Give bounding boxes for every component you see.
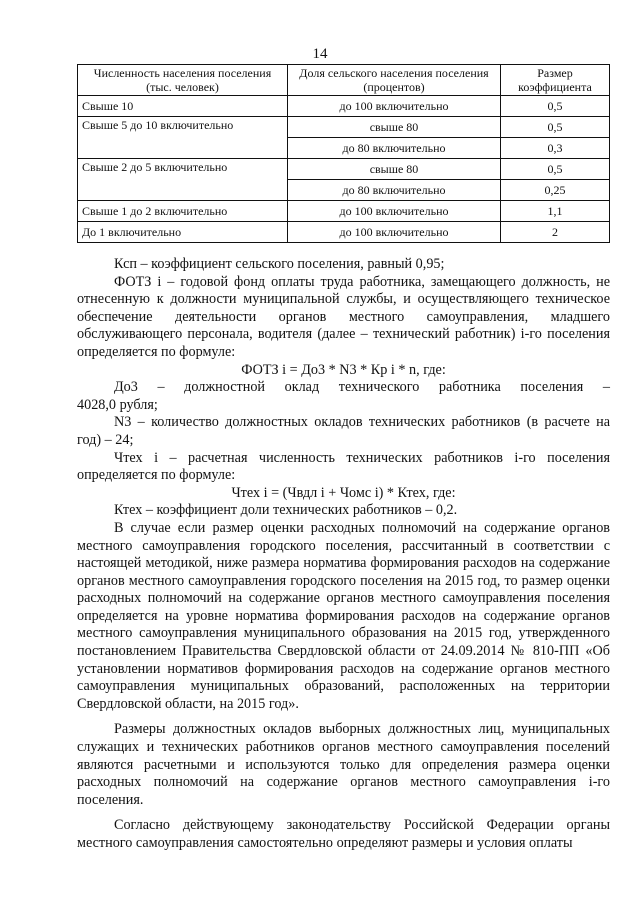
cell-rural-share: до 80 включительно — [288, 138, 501, 159]
page-number: 14 — [312, 46, 328, 62]
formula-chteh: Чтех i = (Чвдл i + Чомс i) * Ктех, где: — [231, 484, 456, 501]
cell-coefficient: 0,3 — [501, 138, 610, 159]
cell-rural-share: до 100 включительно — [288, 96, 501, 117]
paragraph-fotz-definition: ФОТЗ i – годовой фонд оплаты труда работника, замещающего должность, не отнесенную к должности муниципальной службы, и осуществляющего техническое обеспечение деятельности органов местного самоуправления, младшего обслуживающего персонала, водителя (далее – технический работник) i-го поселения определяется по формуле: — [77, 273, 610, 360]
header-rural-share: Доля сельского населения поселения (процентов) — [288, 65, 501, 96]
cell-coefficient: 1,1 — [501, 201, 610, 222]
paragraph-n3: N3 – количество должностных окладов технических работников (в расчете на год) – 24; — [77, 414, 610, 448]
table-row — [78, 117, 610, 138]
cell-coefficient: 0,5 — [501, 117, 610, 138]
cell-population: Свыше 2 до 5 включительно — [78, 159, 288, 201]
cell-rural-share: свыше 80 — [288, 159, 501, 180]
paragraph-ksp: Ксп – коэффициент сельского поселения, равный 0,95; — [114, 256, 445, 272]
header-coefficient: Размер коэффициента — [501, 65, 610, 96]
table-row — [78, 96, 610, 117]
paragraph-do3: Дo3 – должностной оклад технического работника поселения – — [114, 379, 610, 396]
cell-population: Свыше 10 — [78, 96, 288, 117]
cell-rural-share: до 100 включительно — [288, 201, 501, 222]
paragraph-salary-sizes: Размеры должностных окладов выборных должностных лиц, муниципальных служащих и технических работников органов местного самоуправления поселений являются расчетными и используются только для определения размера оценки расходных полномочий на содержание органов местного самоуправления i-го поселения. — [77, 721, 610, 808]
cell-rural-share: до 80 включительно — [288, 180, 501, 201]
cell-coefficient: 2 — [501, 222, 610, 243]
cell-coefficient: 0,25 — [501, 180, 610, 201]
paragraph-chteh: Чтех i – расчетная численность технических работников i-го поселения определяется по формуле: — [77, 449, 610, 484]
header-population: Численность населения поселения (тыс. человек) — [78, 65, 288, 96]
table-header-row — [78, 65, 610, 96]
cell-rural-share: до 100 включительно — [288, 222, 501, 243]
table-row — [78, 222, 610, 243]
paragraph-minimum-norm: В случае если размер оценки расходных полномочий на содержание органов местного самоуправления городского поселения, рассчитанный в соответствии с настоящей методикой, ниже размера норматива формирования расходов на содержание органов местного самоуправления городского поселения на 2015 год, то размер оценки расходных полномочий на содержание органов местного самоуправления поселения определяется на уровне норматива формирования расходов на содержание органов местного самоуправления муниципального образования на 2015 год, утвержденного постановлением Правительства Свердловской области от 24.09.2014 № 810-ПП «Об установлении нормативов формирования расходов на содержание органов местного самоуправления муниципальных образований, расположенных на территории Свердловской области, на 2015 год». — [77, 519, 610, 712]
paragraph-kteh: Ктех – коэффициент доли технических работников – 0,2. — [114, 502, 458, 519]
cell-population: Свыше 1 до 2 включительно — [78, 201, 288, 222]
paragraph-legislation: Согласно действующему законодательству Российской Федерации органы местного самоуправления самостоятельно определяют размеры и условия оплаты — [77, 817, 610, 851]
coefficient-table — [77, 64, 610, 243]
table-row — [78, 159, 610, 180]
cell-population: До 1 включительно — [78, 222, 288, 243]
cell-population: Свыше 5 до 10 включительно — [78, 117, 288, 159]
cell-coefficient: 0,5 — [501, 159, 610, 180]
body-text — [77, 256, 610, 853]
paragraph-do3-value: 4028,0 рубля; — [77, 396, 158, 413]
table-row — [78, 201, 610, 222]
formula-fotz: ФОТЗ i = Дo3 * N3 * Кр i * n, где: — [241, 361, 446, 378]
cell-rural-share: свыше 80 — [288, 117, 501, 138]
cell-coefficient: 0,5 — [501, 96, 610, 117]
